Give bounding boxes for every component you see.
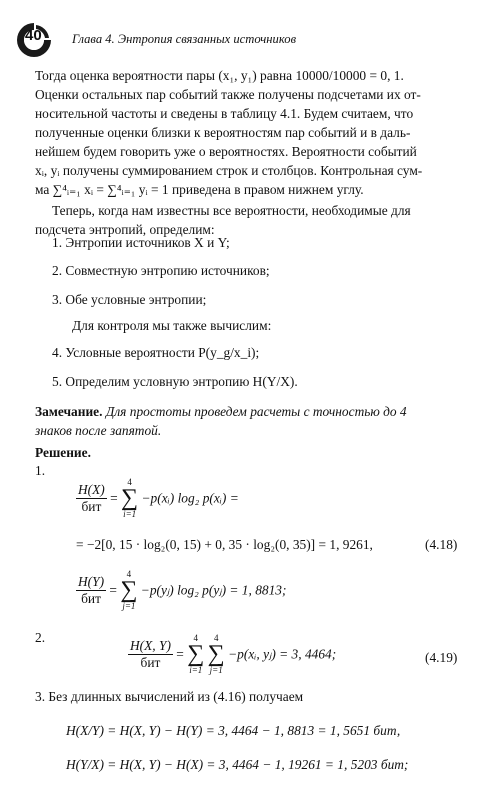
list-item bbox=[52, 345, 259, 361]
text-line: полученные оценки близки к вероятностям пар событий и в даль- bbox=[35, 125, 411, 140]
list-number: 1. bbox=[52, 235, 63, 250]
remark-line bbox=[35, 404, 407, 420]
list-note bbox=[72, 318, 271, 334]
equation-hxy: $\frac{H(X, Y)}{\text{бит}}$ = 4 ∑ i=1 4 ∑ j=1 −p(xᵢ, yⱼ) = 3, 4464; bbox=[130, 633, 337, 675]
equation-number: (4.18) bbox=[425, 537, 458, 552]
text-line: xᵢ, yᵢ получены суммированием строк и столбцов. Контрольная сум- bbox=[35, 163, 423, 178]
equation-hx: $\frac{H(X)}{\text{бит}}$ = 4 ∑ i=1 −p(xᵢ) log₂ p(xᵢ) = bbox=[78, 477, 239, 519]
chapter-title: Глава 4. Энтропия связанных источников bbox=[72, 32, 297, 46]
sum-symbol: 4 ∑ j=1 bbox=[207, 633, 225, 675]
sum-upper: 4 bbox=[193, 633, 198, 643]
list-text: Энтропии источников X и Y; bbox=[65, 235, 230, 250]
sum-symbol: 4 ∑ i=1 bbox=[121, 477, 139, 519]
sum-lower: i=1 bbox=[123, 509, 137, 519]
fraction bbox=[128, 638, 173, 671]
sum-upper: 4 bbox=[213, 633, 219, 643]
sum-lower: j=1 bbox=[209, 665, 223, 675]
list-text: Условные вероятности P(y_g/x_i); bbox=[65, 345, 260, 360]
remark-label: Замечание. bbox=[35, 404, 103, 419]
list-text: Совместную энтропию источников; bbox=[65, 263, 270, 278]
text-line: Теперь, когда нам известны все вероятности, необходимые для bbox=[52, 203, 411, 218]
remark-text: знаков после запятой. bbox=[35, 423, 162, 438]
page-number: 40 bbox=[25, 27, 42, 44]
equation-hx-line2: = −2[0, 15 · log₂(0, 15) + 0, 35 · log₂(0, 35)] = 1, 9261, bbox=[76, 537, 373, 552]
sum-symbol: 4 ∑ i=1 bbox=[187, 633, 205, 675]
list-number: 4. bbox=[52, 345, 63, 360]
text-line: носительной частоты и сведены в таблицу 4.1. Будем считаем, что bbox=[35, 106, 414, 121]
fraction-num: H(X, Y) bbox=[130, 638, 171, 653]
fraction-num: H(X) bbox=[78, 482, 105, 497]
list-number: 3. bbox=[52, 292, 63, 307]
fraction-num: H(Y) bbox=[78, 574, 105, 589]
equation-rhs: −p(xᵢ) log₂ p(xᵢ) = bbox=[141, 490, 239, 506]
fraction-den: бит bbox=[81, 591, 101, 606]
solution-label: Решение. bbox=[35, 445, 91, 460]
sum-lower: j=1 bbox=[122, 601, 136, 611]
fraction bbox=[76, 482, 107, 515]
equation-number: (4.19) bbox=[425, 650, 458, 665]
text-line: нейшем будем говорить уже о вероятностях. Вероятности событий bbox=[35, 144, 417, 159]
list-item bbox=[52, 374, 298, 390]
list-text: Определим условную энтропию H(Y/X). bbox=[65, 374, 298, 389]
list-text: Обе условные энтропии; bbox=[65, 292, 207, 307]
step-3-text: 3. Без длинных вычислений из (4.16) получаем bbox=[35, 689, 304, 704]
list-item bbox=[52, 292, 206, 308]
list-number: 2. bbox=[52, 263, 63, 278]
equation-rhs: −p(yⱼ) log₂ p(yⱼ) = 1, 8813; bbox=[140, 582, 287, 598]
text-line: ма ∑⁴ᵢ₌₁ xᵢ = ∑⁴ᵢ₌₁ yᵢ = 1 приведена в правом нижнем углу. bbox=[35, 182, 364, 197]
sum-symbol: 4 ∑ j=1 bbox=[120, 569, 138, 611]
fraction bbox=[76, 574, 106, 607]
sum-upper: 4 bbox=[126, 569, 132, 579]
sum-lower: i=1 bbox=[189, 665, 203, 675]
equation-hy: $\frac{H(Y)}{\text{бит}}$ = 4 ∑ j=1 −p(yⱼ) log₂ p(yⱼ) = 1, 8813; bbox=[78, 569, 287, 611]
list-text: Для контроля мы также вычислим: bbox=[72, 318, 272, 333]
equation-cond-yx: H(Y/X) = H(X, Y) − H(X) = 3, 4464 − 1, 19261 = 1, 5203 бит; bbox=[66, 757, 409, 772]
equation-cond-xy: H(X/Y) = H(X, Y) − H(Y) = 3, 4464 − 1, 8813 = 1, 5651 бит, bbox=[66, 723, 401, 738]
text-line: подсчета энтропий, определим: bbox=[35, 222, 215, 237]
remark-text: Для простоты проведем расчеты с точностью до 4 bbox=[105, 404, 407, 419]
step-number: 2. bbox=[35, 630, 46, 645]
page-header bbox=[14, 20, 484, 60]
text-line: Оценки остальных пар событий также получены подсчетами их от- bbox=[35, 87, 421, 102]
fraction-den: бит bbox=[140, 655, 161, 670]
fraction-den: бит bbox=[81, 499, 102, 514]
sum-upper: 4 bbox=[127, 477, 132, 487]
list-item bbox=[52, 263, 270, 279]
list-item bbox=[52, 235, 230, 251]
step-number: 1. bbox=[35, 463, 46, 478]
equation-rhs: −p(xᵢ, yⱼ) = 3, 4464; bbox=[228, 646, 337, 662]
list-number: 5. bbox=[52, 374, 63, 389]
text-line: Тогда оценка вероятности пары (x₁, y₁) равна 10000/10000 = 0, 1. bbox=[35, 68, 404, 83]
